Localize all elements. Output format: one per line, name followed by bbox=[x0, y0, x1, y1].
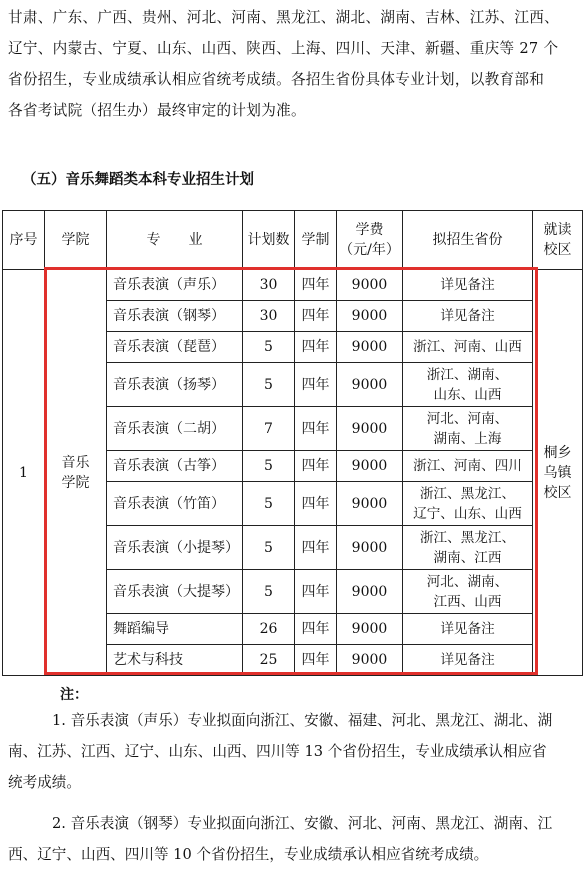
provinces-line: 浙江、黑龙江、 bbox=[419, 485, 516, 502]
campus-line: 桐乡 bbox=[543, 444, 572, 461]
major-cell: 音乐表演（声乐） bbox=[107, 270, 243, 301]
note-line: 南、江苏、江西、辽宁、山东、山西、四川等 13 个省份招生，专业成绩承认相应省 bbox=[8, 743, 547, 760]
campus-line: 乌镇 bbox=[543, 464, 572, 481]
college-cell bbox=[45, 270, 107, 676]
intro-line: 省份招生，专业成绩承认相应省统考成绩。各招生省份具体专业计划，以教育部和 bbox=[8, 71, 545, 88]
header-duration: 学制 bbox=[295, 211, 337, 270]
provinces-cell: 详见备注 bbox=[403, 270, 533, 301]
table-header-row bbox=[3, 211, 583, 270]
duration-cell: 四年 bbox=[295, 301, 337, 332]
section-heading: （五）音乐舞蹈类本科专业招生计划 bbox=[22, 172, 254, 188]
provinces-cell bbox=[403, 570, 533, 614]
note-line: 西、辽宁、山西、四川等 10 个省份招生，专业成绩承认相应省统考成绩。 bbox=[8, 846, 489, 863]
note-line: 统考成绩。 bbox=[8, 774, 81, 791]
header-college: 学院 bbox=[45, 211, 107, 270]
provinces-line: 山东、山西 bbox=[433, 386, 502, 403]
count-cell: 5 bbox=[243, 332, 295, 363]
count-cell: 30 bbox=[243, 301, 295, 332]
provinces-line: 河北、湖南、 bbox=[426, 573, 509, 590]
seq-cell: 1 bbox=[3, 270, 45, 676]
intro-line: 各省考试院（招生办）最终审定的计划为准。 bbox=[8, 102, 306, 119]
count-cell: 30 bbox=[243, 270, 295, 301]
duration-cell: 四年 bbox=[295, 570, 337, 614]
major-cell: 音乐表演（大提琴） bbox=[107, 570, 243, 614]
major-cell: 艺术与科技 bbox=[107, 645, 243, 676]
major-cell: 音乐表演（二胡） bbox=[107, 407, 243, 451]
count-cell: 5 bbox=[243, 451, 295, 482]
provinces-cell: 详见备注 bbox=[403, 614, 533, 645]
major-cell: 舞蹈编导 bbox=[107, 614, 243, 645]
intro-paragraph bbox=[8, 2, 580, 126]
header-provinces: 拟招生省份 bbox=[403, 211, 533, 270]
duration-cell: 四年 bbox=[295, 270, 337, 301]
duration-cell: 四年 bbox=[295, 332, 337, 363]
count-cell: 5 bbox=[243, 526, 295, 570]
header-tuition-line: 学费 bbox=[355, 222, 384, 238]
tuition-cell: 9000 bbox=[337, 614, 403, 645]
provinces-line: 辽宁、山东、山西 bbox=[413, 505, 522, 522]
duration-cell: 四年 bbox=[295, 363, 337, 407]
duration-cell: 四年 bbox=[295, 526, 337, 570]
header-campus-line: 校区 bbox=[543, 242, 572, 258]
header-tuition bbox=[337, 211, 403, 270]
count-cell: 5 bbox=[243, 363, 295, 407]
provinces-line: 浙江、黑龙江、 bbox=[419, 529, 516, 546]
provinces-cell: 浙江、河南、山西 bbox=[403, 332, 533, 363]
provinces-line: 湖南、江西 bbox=[433, 549, 502, 566]
provinces-line: 湖南、上海 bbox=[433, 430, 502, 447]
count-cell: 7 bbox=[243, 407, 295, 451]
note-line: 1. 音乐表演（声乐）专业拟面向浙江、安徽、福建、河北、黑龙江、湖北、湖 bbox=[52, 712, 553, 729]
count-cell: 5 bbox=[243, 570, 295, 614]
tuition-cell: 9000 bbox=[337, 301, 403, 332]
tuition-cell: 9000 bbox=[337, 363, 403, 407]
tuition-cell: 9000 bbox=[337, 570, 403, 614]
major-cell: 音乐表演（钢琴） bbox=[107, 301, 243, 332]
table-row bbox=[3, 270, 583, 301]
college-line: 学院 bbox=[61, 474, 90, 491]
provinces-cell bbox=[403, 407, 533, 451]
note-2 bbox=[8, 808, 580, 870]
provinces-cell bbox=[403, 482, 533, 526]
count-cell: 5 bbox=[243, 482, 295, 526]
provinces-cell bbox=[403, 526, 533, 570]
header-tuition-line: （元/年） bbox=[339, 242, 400, 258]
note-1 bbox=[8, 705, 580, 798]
tuition-cell: 9000 bbox=[337, 332, 403, 363]
duration-cell: 四年 bbox=[295, 614, 337, 645]
header-campus bbox=[533, 211, 583, 270]
tuition-cell: 9000 bbox=[337, 526, 403, 570]
provinces-line: 江西、山西 bbox=[433, 593, 502, 610]
header-plan-count: 计划数 bbox=[243, 211, 295, 270]
tuition-cell: 9000 bbox=[337, 451, 403, 482]
intro-line: 甘肃、广东、广西、贵州、河北、河南、黑龙江、湖北、湖南、吉林、江苏、江西、 bbox=[8, 9, 560, 26]
major-cell: 音乐表演（琵琶） bbox=[107, 332, 243, 363]
duration-cell: 四年 bbox=[295, 482, 337, 526]
tuition-cell: 9000 bbox=[337, 482, 403, 526]
campus-line: 校区 bbox=[543, 484, 572, 501]
major-cell: 音乐表演（古筝） bbox=[107, 451, 243, 482]
provinces-line: 河北、河南、 bbox=[426, 410, 509, 427]
college-line: 音乐 bbox=[61, 454, 90, 471]
duration-cell: 四年 bbox=[295, 645, 337, 676]
enrollment-plan-table bbox=[2, 210, 583, 676]
count-cell: 25 bbox=[243, 645, 295, 676]
provinces-cell bbox=[403, 363, 533, 407]
campus-cell bbox=[533, 270, 583, 676]
duration-cell: 四年 bbox=[295, 451, 337, 482]
header-major: 专 业 bbox=[107, 211, 243, 270]
duration-cell: 四年 bbox=[295, 407, 337, 451]
tuition-cell: 9000 bbox=[337, 270, 403, 301]
tuition-cell: 9000 bbox=[337, 645, 403, 676]
notes-label: 注： bbox=[60, 687, 88, 703]
count-cell: 26 bbox=[243, 614, 295, 645]
major-cell: 音乐表演（扬琴） bbox=[107, 363, 243, 407]
intro-line: 辽宁、内蒙古、宁夏、山东、山西、陕西、上海、四川、天津、新疆、重庆等 27 个 bbox=[8, 40, 559, 57]
note-line: 2. 音乐表演（钢琴）专业拟面向浙江、安徽、河北、河南、黑龙江、湖南、江 bbox=[52, 815, 553, 832]
major-cell: 音乐表演（竹笛） bbox=[107, 482, 243, 526]
header-campus-line: 就读 bbox=[543, 222, 572, 238]
tuition-cell: 9000 bbox=[337, 407, 403, 451]
provinces-line: 浙江、湖南、 bbox=[426, 366, 509, 383]
provinces-cell: 详见备注 bbox=[403, 645, 533, 676]
provinces-cell: 详见备注 bbox=[403, 301, 533, 332]
header-seq: 序号 bbox=[3, 211, 45, 270]
major-cell: 音乐表演（小提琴） bbox=[107, 526, 243, 570]
provinces-cell: 浙江、河南、四川 bbox=[403, 451, 533, 482]
